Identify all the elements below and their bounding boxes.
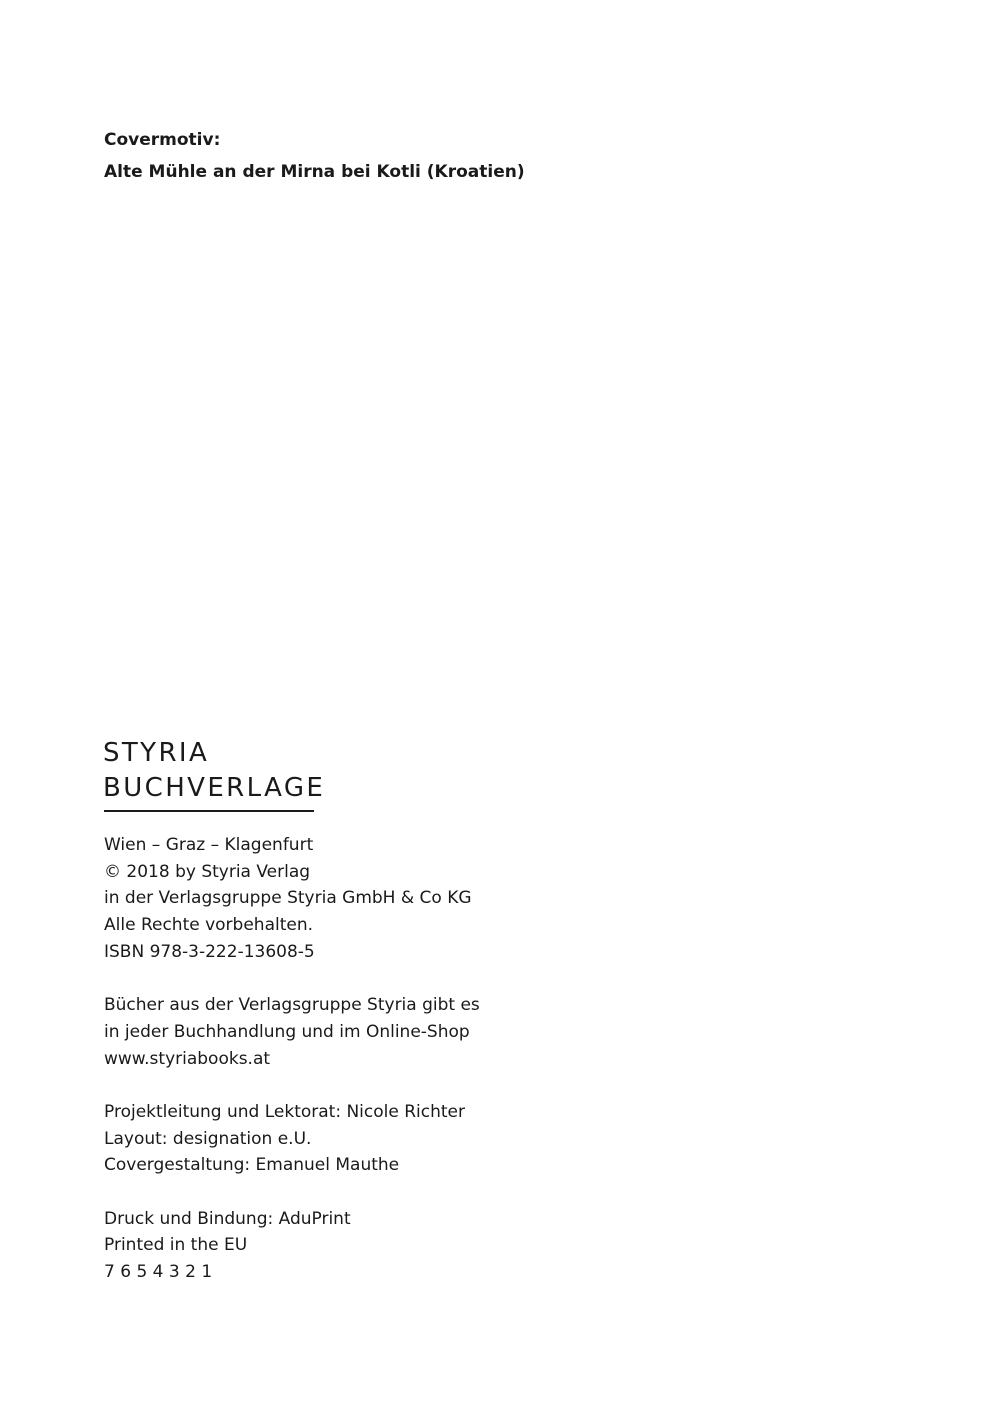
imprint-spacer bbox=[104, 1179, 480, 1206]
imprint-availability-1: Bücher aus der Verlagsgruppe Styria gibt es bbox=[104, 995, 480, 1016]
cover-label: Covermotiv: bbox=[104, 130, 221, 150]
logo-line-styria: STYRIA bbox=[103, 738, 210, 768]
imprint-availability-2: in jeder Buchhandlung und im Online-Shop bbox=[104, 1021, 470, 1042]
imprint-cities: Wien – Graz – Klagenfurt bbox=[104, 835, 314, 855]
imprint-isbn: ISBN 978-3-222-13608-5 bbox=[104, 941, 315, 962]
imprint-cover-design: Covergestaltung: Emanuel Mauthe bbox=[104, 1155, 400, 1176]
cover-caption: Alte Mühle an der Mirna bei Kotli (Kroatien) bbox=[104, 162, 525, 182]
cover-caption-block bbox=[104, 124, 525, 188]
logo-line-buchverlage: BUCHVERLAGE bbox=[103, 773, 326, 803]
imprint-printing: Druck und Bindung: AduPrint bbox=[104, 1208, 351, 1229]
logo-underline bbox=[104, 810, 314, 812]
imprint-layout: Layout: designation e.U. bbox=[104, 1128, 312, 1149]
imprint-spacer bbox=[104, 1072, 480, 1099]
imprint-website: www.styriabooks.at bbox=[104, 1048, 271, 1069]
imprint-editor: Projektleitung und Lektorat: Nicole Richter bbox=[104, 1101, 466, 1122]
publisher-logo bbox=[103, 736, 326, 806]
imprint-block bbox=[104, 832, 480, 1286]
imprint-printed-in: Printed in the EU bbox=[104, 1235, 248, 1256]
imprint-copyright: © 2018 by Styria Verlag bbox=[104, 861, 311, 882]
imprint-publisher-group: in der Verlagsgruppe Styria GmbH & Co KG bbox=[104, 888, 472, 909]
imprint-print-run: 7 6 5 4 3 2 1 bbox=[104, 1262, 213, 1282]
imprint-rights: Alle Rechte vorbehalten. bbox=[104, 915, 314, 936]
imprint-spacer bbox=[104, 965, 480, 992]
